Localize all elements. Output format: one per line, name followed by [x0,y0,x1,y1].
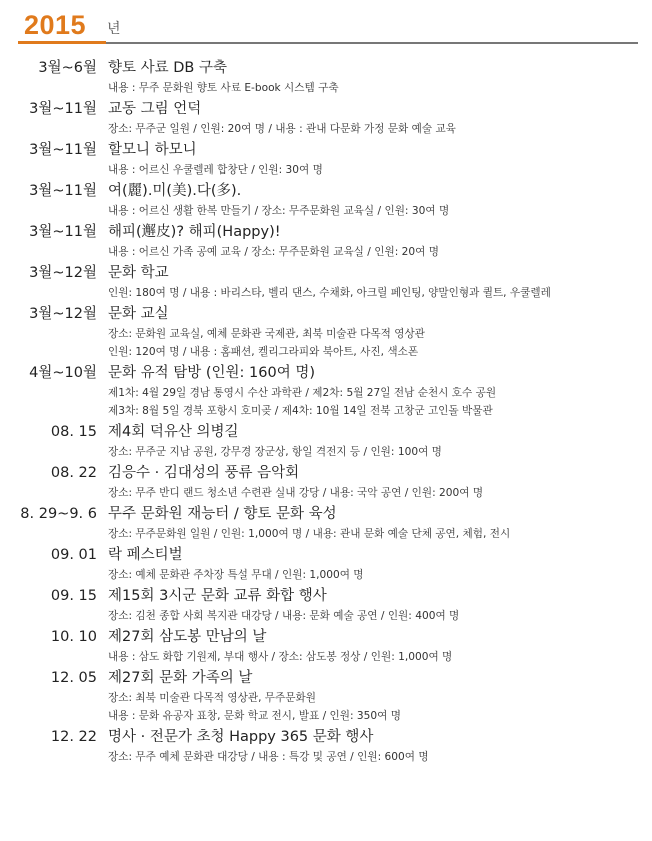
year-title: 2015 [24,10,87,40]
event-detail: 장소: 예체 문화관 주차장 특설 무대 / 인원: 1,000여 명 [108,569,364,581]
event-detail: 제1차: 4월 29일 경남 통영시 수산 과학관 / 제2차: 5월 27일 전남 순천시 호수 공원 [108,387,497,399]
event-detail: 내용 : 어르신 가족 공예 교육 / 장소: 무주문화원 교육실 / 인원: 20여 명 [108,246,439,258]
header-rule [106,42,638,44]
event-date: 4월~10월 [29,365,97,381]
event-list [0,58,652,766]
event-date: 12. 22 [50,729,97,745]
event-date: 12. 05 [50,670,97,686]
event-title: 여(麗).미(美).다(多). [108,183,242,199]
event-date: 08. 15 [50,424,97,440]
event-detail: 장소: 무주 예체 문화관 대강당 / 내용 : 특강 및 공연 / 인원: 600여 명 [108,751,429,763]
event-entry [0,222,652,261]
event-entry [0,304,652,361]
event-entry [0,263,652,302]
event-date: 3월~11월 [29,224,97,240]
event-date: 8. 29~9. 6 [20,506,97,522]
event-entry [0,668,652,725]
event-entry [0,504,652,543]
event-entry [0,627,652,666]
event-detail: 인원: 120여 명 / 내용 : 홈패션, 켈리그라피와 북아트, 사진, 색소폰 [108,346,419,358]
event-date: 09. 15 [50,588,97,604]
event-title: 해피(邂皮)? 해피(Happy)! [108,224,281,240]
event-title: 제4회 덕유산 의병길 [108,424,239,440]
event-title: 문화 교실 [108,306,169,322]
year-unit: 년 [107,21,121,37]
event-detail: 내용 : 어르신 우쿨렐레 합창단 / 인원: 30여 명 [108,164,323,176]
event-date: 3월~12월 [29,265,97,281]
event-detail: 장소: 무주 반디 랜드 청소년 수련관 실내 강당 / 내용: 국악 공연 / 인원: 200여 명 [108,487,484,499]
event-title: 무주 문화원 재능터 / 향토 문화 육성 [108,506,337,522]
event-detail: 내용 : 삼도 화합 기원제, 부대 행사 / 장소: 삼도봉 정상 / 인원: 1,000여 명 [108,651,453,663]
event-title: 락 페스티벌 [108,547,183,563]
event-detail: 장소: 문화원 교육실, 예체 문화관 국제관, 최북 미술관 다목적 영상관 [108,328,425,340]
event-title: 제27회 문화 가족의 날 [108,670,253,686]
event-entry [0,181,652,220]
event-detail: 인원: 180여 명 / 내용 : 바리스타, 벨리 댄스, 수채화, 아크릴 페인팅, 양말인형과 퀼트, 우쿨렐레 [108,287,551,299]
event-title: 교동 그림 언덕 [108,101,202,117]
event-title: 김응수 · 김대성의 풍류 음악회 [108,465,300,481]
event-title: 제15회 3시군 문화 교류 화합 행사 [108,588,327,604]
event-detail: 내용 : 어르신 생활 한복 만들기 / 장소: 무주문화원 교육실 / 인원: 30여 명 [108,205,450,217]
event-detail: 장소: 무주군 지남 공원, 강무경 장군상, 항일 격전지 등 / 인원: 100여 명 [108,446,442,458]
event-entry [0,545,652,584]
event-detail: 장소: 무주문화원 일원 / 인원: 1,000여 명 / 내용: 관내 문화 예술 단체 공연, 체험, 전시 [108,528,511,540]
event-entry [0,727,652,766]
event-title: 명사 · 전문가 초청 Happy 365 문화 행사 [108,729,374,745]
event-detail: 내용 : 무주 문화원 향토 사료 E-book 시스템 구축 [108,82,339,94]
year-header [0,8,652,48]
event-title: 제27회 삼도봉 만남의 날 [108,629,267,645]
event-date: 3월~11월 [29,101,97,117]
event-date: 10. 10 [50,629,97,645]
event-detail: 장소: 무주군 일원 / 인원: 20여 명 / 내용 : 관내 다문화 가정 문화 예술 교육 [108,123,456,135]
event-date: 3월~11월 [29,183,97,199]
event-date: 08. 22 [50,465,97,481]
event-detail: 장소: 김천 종합 사회 복지관 대강당 / 내용: 문화 예술 공연 / 인원: 400여 명 [108,610,460,622]
event-title: 문화 유적 탐방 (인원: 160여 명) [108,365,315,381]
event-entry [0,586,652,625]
event-date: 3월~11월 [29,142,97,158]
event-detail: 제3차: 8월 5일 경북 포항시 호미곶 / 제4차: 10월 14일 전북 고창군 고인돌 박물관 [108,405,493,417]
event-entry [0,363,652,420]
event-detail: 내용 : 문화 유공자 표창, 문화 학교 전시, 발표 / 인원: 350여 명 [108,710,401,722]
event-entry [0,99,652,138]
event-date: 3월~12월 [29,306,97,322]
event-title: 할모니 하모니 [108,142,197,158]
header-accent-rule [18,41,106,44]
event-title: 문화 학교 [108,265,169,281]
event-date: 3월~6월 [38,60,97,76]
event-detail: 장소: 최북 미술관 다목적 영상관, 무주문화원 [108,692,316,704]
event-entry [0,58,652,97]
event-date: 09. 01 [50,547,97,563]
event-entry [0,463,652,502]
event-title: 향토 사료 DB 구축 [108,60,227,76]
event-entry [0,422,652,461]
event-entry [0,140,652,179]
